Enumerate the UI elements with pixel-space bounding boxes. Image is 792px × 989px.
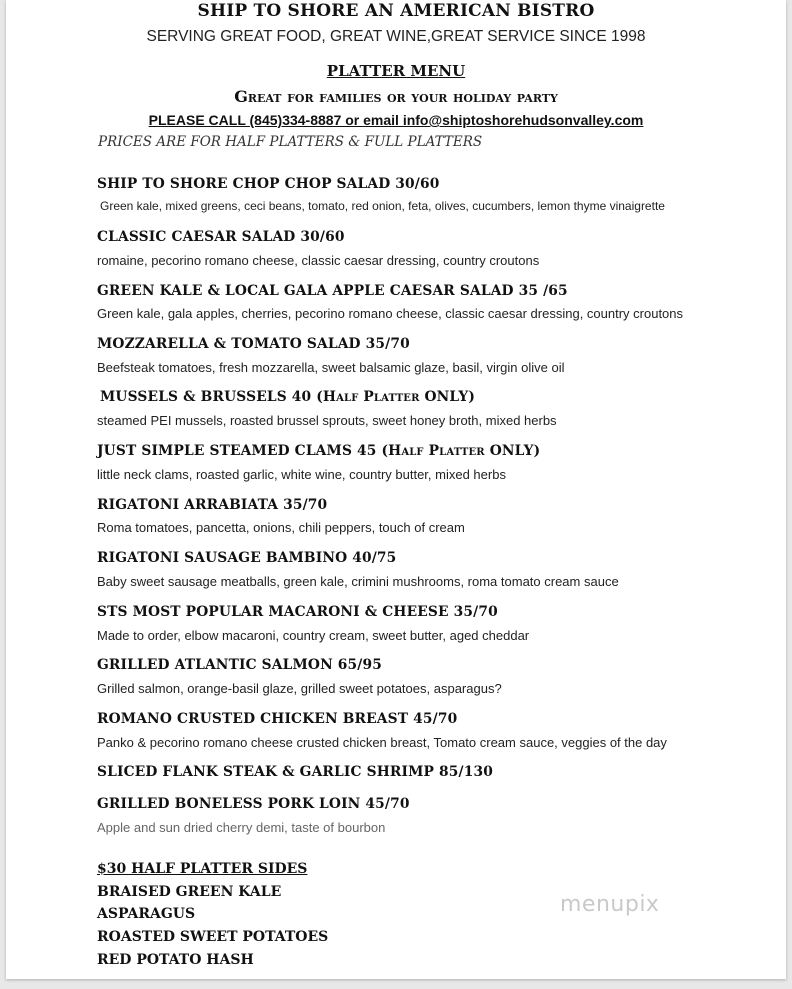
side-item: RED POTATO HASH — [97, 952, 254, 968]
menu-item-desc: little neck clams, roasted garlic, white wine, country butter, mixed herbs — [97, 467, 506, 482]
menu-item-desc: romaine, pecorino romano cheese, classic caesar dressing, country croutons — [97, 253, 540, 268]
menu-item-name: GRILLED BONELESS PORK LOIN 45/70 — [97, 796, 410, 812]
menu-item-name: MOZZARELLA & TOMATO SALAD 35/70 — [97, 336, 410, 352]
watermark: menupix — [560, 892, 660, 917]
menu-item-desc: Beefsteak tomatoes, fresh mozzarella, sweet balsamic glaze, basil, virgin olive oil — [97, 360, 565, 375]
sides-heading: $30 HALF PLATTER SIDES — [97, 861, 308, 877]
side-item: ASPARAGUS — [97, 906, 196, 922]
menu-item-desc: Panko & pecorino romano cheese crusted chicken breast, Tomato cream sauce, veggies of the day — [97, 735, 667, 750]
restaurant-subtitle: SERVING GREAT FOOD, GREAT WINE,GREAT SERVICE SINCE 1998 — [146, 28, 646, 45]
menu-item-desc: Apple and sun dried cherry demi, taste of bourbon — [97, 820, 386, 835]
menu-item-name: RIGATONI SAUSAGE BAMBINO 40/75 — [97, 550, 397, 566]
menu-item-name: SHIP TO SHORE CHOP CHOP SALAD 30/60 — [97, 176, 440, 192]
contact-line: PLEASE CALL (845)334-8887 or email info@shiptoshorehudsonvalley.com — [148, 112, 644, 128]
menu-item-name: CLASSIC CAESAR SALAD 30/60 — [97, 229, 345, 245]
menu-item-name: ROMANO CRUSTED CHICKEN BREAST 45/70 — [97, 711, 458, 727]
menu-item-name: JUST SIMPLE STEAMED CLAMS 45 (Half Platter ONLY) — [97, 443, 541, 459]
menu-item-desc: Green kale, mixed greens, ceci beans, tomato, red onion, feta, olives, cucumbers, lemon thyme vinaigrette — [100, 199, 665, 213]
menu-item-desc: Roma tomatoes, pancetta, onions, chili peppers, touch of cream — [97, 520, 465, 535]
menu-item-desc: Baby sweet sausage meatballs, green kale, crimini mushrooms, roma tomato cream sauce — [97, 574, 619, 589]
menu-item-desc: Green kale, gala apples, cherries, pecorino romano cheese, classic caesar dressing, country croutons — [97, 306, 684, 321]
menu-item-name: GREEN KALE & LOCAL GALA APPLE CAESAR SALAD 35 /65 — [97, 283, 568, 299]
menu-item-desc: steamed PEI mussels, roasted brussel sprouts, sweet honey broth, mixed herbs — [97, 413, 557, 428]
menu-item-name: RIGATONI ARRABIATA 35/70 — [97, 497, 328, 513]
side-item: BRAISED GREEN KALE — [97, 884, 282, 900]
side-item: ROASTED SWEET POTATOES — [97, 929, 329, 945]
menu-item-name: MUSSELS & BRUSSELS 40 (Half Platter ONLY) — [100, 389, 476, 405]
menu-item-desc: Made to order, elbow macaroni, country cream, sweet butter, aged cheddar — [97, 628, 530, 643]
menu-item-desc: Grilled salmon, orange-basil glaze, grilled sweet potatoes, asparagus? — [97, 681, 502, 696]
menu-item-name: GRILLED ATLANTIC SALMON 65/95 — [97, 657, 382, 673]
menu-title: PLATTER MENU — [326, 62, 466, 80]
menu-item-name: SLICED FLANK STEAK & GARLIC SHRIMP 85/130 — [97, 764, 493, 780]
tagline: Great for families or your holiday party — [234, 87, 558, 106]
restaurant-title: SHIP TO SHORE AN AMERICAN BISTRO — [197, 1, 595, 21]
pricing-note: PRICES ARE FOR HALF PLATTERS & FULL PLATTERS — [98, 134, 483, 150]
menu-item-name: STS MOST POPULAR MACARONI & CHEESE 35/70 — [97, 604, 498, 620]
